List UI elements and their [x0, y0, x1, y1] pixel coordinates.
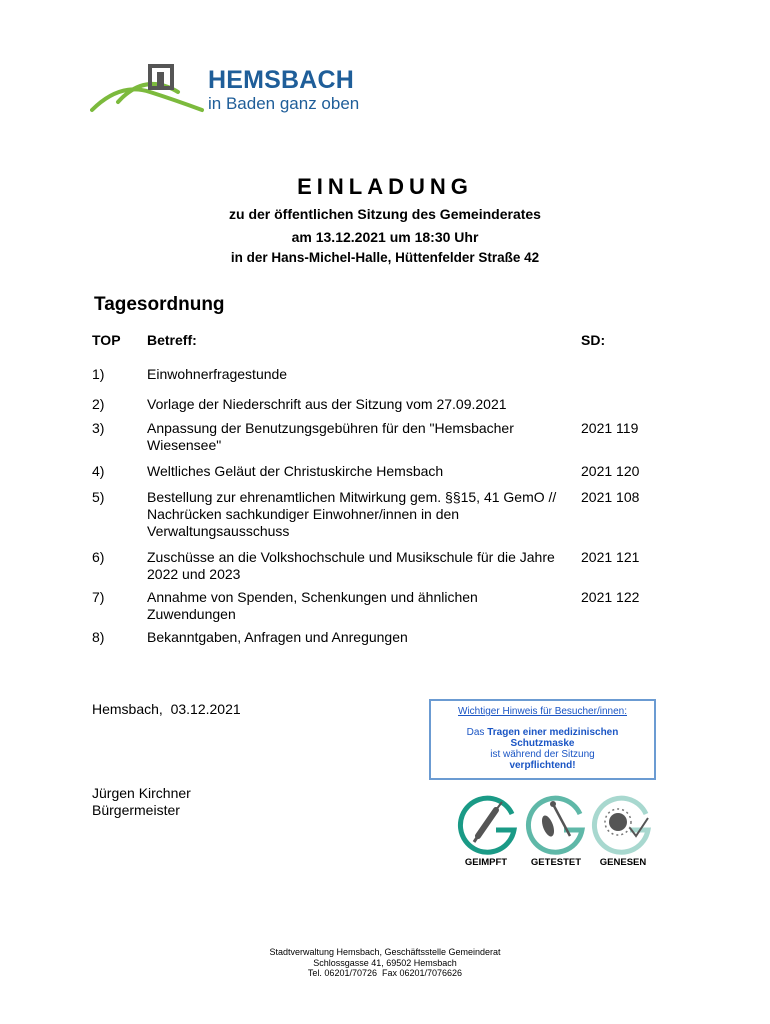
- agenda-num: 5): [92, 489, 105, 505]
- g-label-getestet: GETESTET: [530, 857, 582, 868]
- agenda-sd: 2021 119: [581, 420, 639, 436]
- agenda-num: 7): [92, 589, 105, 605]
- notice-bold-1: Tragen einer medizinischen: [487, 727, 619, 738]
- heading-line-3: in der Hans-Michel-Halle, Hüttenfelder Straße 42: [230, 250, 540, 265]
- agenda-sd: 2021 121: [581, 549, 640, 565]
- column-header-top: TOP: [92, 332, 121, 348]
- virus-check-icon: [590, 792, 654, 856]
- agenda-num: 3): [92, 420, 105, 436]
- agenda-num: 2): [92, 396, 105, 412]
- hill-tower-icon: [90, 62, 208, 122]
- agenda-num: 6): [92, 549, 105, 565]
- notice-line-1: [431, 727, 654, 738]
- hemsbach-logo: [90, 62, 390, 122]
- heading-line-1: zu der öffentlichen Sitzung des Gemeinderates: [229, 206, 541, 222]
- agenda-title: Tagesordnung: [94, 294, 225, 315]
- agenda-sd: 2021 108: [581, 489, 640, 505]
- signatory-role: Bürgermeister: [92, 802, 180, 818]
- g-label-genesen: GENESEN: [599, 857, 647, 868]
- document-title: EINLADUNG: [297, 174, 473, 199]
- agenda-subject: Weltliches Geläut der Christuskirche Hemsbach: [147, 463, 444, 479]
- agenda-num: 1): [92, 366, 105, 382]
- notice-line-2: Schutzmaske: [510, 738, 575, 749]
- test-swab-icon: [524, 792, 588, 856]
- notice-line-3: ist während der Sitzung: [490, 749, 595, 760]
- notice-title: Wichtiger Hinweis für Besucher/innen:: [458, 706, 627, 717]
- agenda-num: 8): [92, 629, 105, 645]
- footer: [0, 947, 770, 979]
- heading-line-2: am 13.12.2021 um 18:30 Uhr: [291, 229, 479, 245]
- g-label-geimpft: GEIMPFT: [464, 857, 508, 868]
- agenda-sd: 2021 120: [581, 463, 640, 479]
- agenda-sd: 2021 122: [581, 589, 640, 605]
- notice-line-4: verpflichtend!: [509, 760, 576, 771]
- agenda-num: 4): [92, 463, 105, 479]
- agenda-subject: Einwohnerfragestunde: [147, 366, 288, 382]
- signatory-name: Jürgen Kirchner: [92, 785, 191, 801]
- syringe-icon: [456, 792, 520, 856]
- footer-line-3: Tel. 06201/70726 Fax 06201/7076626: [307, 968, 463, 978]
- 3g-rules: [452, 792, 662, 872]
- footer-line-1: Stadtverwaltung Hemsbach, Geschäftsstelle Gemeinderat: [269, 947, 501, 957]
- logo-slogan: in Baden ganz oben: [208, 94, 360, 113]
- agenda-subject: Annahme von Spenden, Schenkungen und ähnlichen Zuwendungen: [147, 589, 478, 622]
- agenda-subject: Zuschüsse an die Volkshochschule und Musikschule für die Jahre 2022 und 2023: [147, 549, 555, 582]
- notice-prefix: Das: [466, 727, 488, 738]
- column-header-sd: SD:: [581, 332, 606, 348]
- agenda-subject: Bekanntgaben, Anfragen und Anregungen: [147, 629, 408, 645]
- agenda-subject: Bestellung zur ehrenamtlichen Mitwirkung gem. §§15, 41 GemO // Nachrücken sachkundiger Einwohner/innen in den Verwaltungsausschuss: [147, 489, 557, 539]
- visitor-notice-box: [429, 699, 656, 780]
- agenda-subject: Vorlage der Niederschrift aus der Sitzung vom 27.09.2021: [147, 396, 507, 412]
- agenda-subject: Anpassung der Benutzungsgebühren für den "Hemsbacher Wiesensee": [147, 420, 514, 453]
- place-date: Hemsbach, 03.12.2021: [92, 701, 241, 717]
- column-header-subject: Betreff:: [147, 332, 197, 348]
- footer-line-2: Schlossgasse 41, 69502 Hemsbach: [313, 957, 457, 968]
- logo-name: HEMSBACH: [208, 66, 355, 94]
